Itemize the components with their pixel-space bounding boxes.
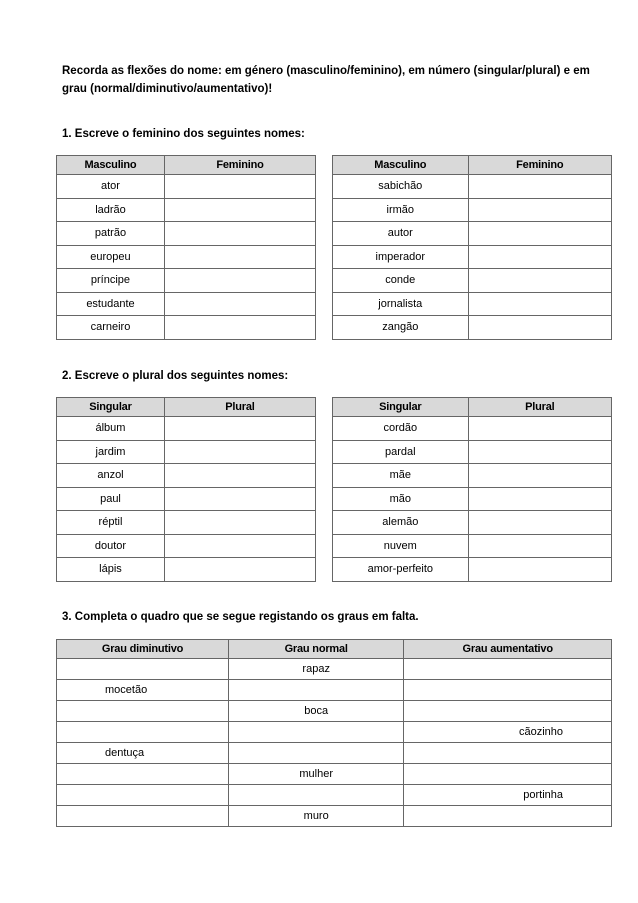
word-cell: autor (333, 222, 469, 246)
table-row (57, 198, 316, 222)
table-row (333, 440, 612, 464)
section2-table-right (332, 397, 612, 582)
table-row (333, 222, 612, 246)
word-cell: irmão (333, 198, 469, 222)
answer-cell[interactable] (468, 245, 611, 269)
word-cell: réptil (57, 511, 165, 535)
word-cell: sabichão (333, 175, 469, 199)
table-row (57, 487, 316, 511)
table-row (57, 743, 612, 764)
answer-cell[interactable] (468, 511, 611, 535)
answer-cell[interactable] (57, 764, 229, 785)
word-cell: ladrão (57, 198, 165, 222)
answer-cell[interactable] (164, 292, 315, 316)
answer-cell[interactable] (468, 198, 611, 222)
answer-cell[interactable] (468, 487, 611, 511)
answer-cell[interactable] (468, 440, 611, 464)
table-row (333, 316, 612, 340)
answer-cell[interactable] (57, 785, 229, 806)
header-word: Masculino (57, 156, 165, 175)
answer-cell[interactable] (229, 680, 404, 701)
header-answer: Plural (468, 398, 611, 417)
answer-cell[interactable] (164, 534, 315, 558)
answer-cell[interactable] (164, 222, 315, 246)
word-cell: paul (57, 487, 165, 511)
word-cell: mão (333, 487, 469, 511)
table-row (57, 722, 612, 743)
table-row (57, 417, 316, 441)
answer-cell[interactable] (164, 245, 315, 269)
answer-cell[interactable] (404, 764, 612, 785)
table-row (333, 487, 612, 511)
table-row (57, 292, 316, 316)
answer-cell[interactable] (404, 659, 612, 680)
table-row (333, 292, 612, 316)
section1-table-left (56, 155, 316, 340)
answer-cell[interactable] (468, 292, 611, 316)
word-cell: jardim (57, 440, 165, 464)
instructions-text: Recorda as flexões do nome: em género (masculino/feminino), em número (singular/plural) e em grau (normal/diminutivo/aumentativo)! (62, 65, 590, 95)
table-row (333, 558, 612, 582)
given-cell: mocetão (57, 680, 229, 701)
table-row (57, 701, 612, 722)
table-row (57, 316, 316, 340)
answer-cell[interactable] (229, 722, 404, 743)
answer-cell[interactable] (164, 440, 315, 464)
answer-cell[interactable] (229, 743, 404, 764)
answer-cell[interactable] (164, 198, 315, 222)
word-cell: anzol (57, 464, 165, 488)
section1-table-right (332, 155, 612, 340)
answer-cell[interactable] (164, 417, 315, 441)
word-cell: zangão (333, 316, 469, 340)
answer-cell[interactable] (468, 464, 611, 488)
header-word: Masculino (333, 156, 469, 175)
word-cell: lápis (57, 558, 165, 582)
answer-cell[interactable] (164, 464, 315, 488)
header-grau-0: Grau diminutivo (57, 640, 229, 659)
given-cell: boca (229, 701, 404, 722)
word-cell: ator (57, 175, 165, 199)
table-row (57, 806, 612, 827)
answer-cell[interactable] (164, 511, 315, 535)
given-cell: portinha (404, 785, 612, 806)
word-cell: jornalista (333, 292, 469, 316)
word-cell: álbum (57, 417, 165, 441)
word-cell: europeu (57, 245, 165, 269)
section3-table (56, 639, 612, 827)
given-cell: rapaz (229, 659, 404, 680)
header-answer: Plural (164, 398, 315, 417)
table-row (333, 464, 612, 488)
table-row (57, 269, 316, 293)
header-word: Singular (333, 398, 469, 417)
table-row (57, 680, 612, 701)
answer-cell[interactable] (164, 269, 315, 293)
answer-cell[interactable] (468, 222, 611, 246)
header-grau-2: Grau aumentativo (404, 640, 612, 659)
section3-title: 3. Completa o quadro que se segue registando os graus em falta. (62, 611, 419, 623)
answer-cell[interactable] (468, 269, 611, 293)
table-row (57, 764, 612, 785)
word-cell: cordão (333, 417, 469, 441)
table-row (333, 417, 612, 441)
answer-cell[interactable] (468, 175, 611, 199)
word-cell: doutor (57, 534, 165, 558)
table-row (333, 245, 612, 269)
table-row (57, 440, 316, 464)
table-row (57, 245, 316, 269)
word-cell: amor-perfeito (333, 558, 469, 582)
word-cell: carneiro (57, 316, 165, 340)
table-row (333, 198, 612, 222)
word-cell: alemão (333, 511, 469, 535)
word-cell: conde (333, 269, 469, 293)
table-row (57, 785, 612, 806)
given-cell: mulher (229, 764, 404, 785)
answer-cell[interactable] (404, 701, 612, 722)
given-cell: cãozinho (404, 722, 612, 743)
answer-cell[interactable] (404, 806, 612, 827)
word-cell: estudante (57, 292, 165, 316)
section2-table-left (56, 397, 316, 582)
answer-cell[interactable] (57, 701, 229, 722)
answer-cell[interactable] (164, 175, 315, 199)
table-row (57, 558, 316, 582)
section1-title: 1. Escreve o feminino dos seguintes nomes: (62, 128, 305, 140)
word-cell: príncipe (57, 269, 165, 293)
answer-cell[interactable] (468, 558, 611, 582)
header-answer: Feminino (468, 156, 611, 175)
answer-cell[interactable] (404, 680, 612, 701)
table-row (57, 175, 316, 199)
table-row (57, 659, 612, 680)
given-cell: dentuça (57, 743, 229, 764)
answer-cell[interactable] (164, 558, 315, 582)
answer-cell[interactable] (164, 316, 315, 340)
table-row (333, 269, 612, 293)
word-cell: pardal (333, 440, 469, 464)
table-row (333, 534, 612, 558)
answer-cell[interactable] (57, 659, 229, 680)
header-grau-1: Grau normal (229, 640, 404, 659)
answer-cell[interactable] (404, 743, 612, 764)
answer-cell[interactable] (164, 487, 315, 511)
word-cell: imperador (333, 245, 469, 269)
word-cell: patrão (57, 222, 165, 246)
given-cell: muro (229, 806, 404, 827)
table-row (333, 511, 612, 535)
word-cell: mãe (333, 464, 469, 488)
answer-cell[interactable] (468, 316, 611, 340)
header-answer: Feminino (164, 156, 315, 175)
table-row (333, 175, 612, 199)
table-row (57, 511, 316, 535)
answer-cell[interactable] (468, 534, 611, 558)
header-word: Singular (57, 398, 165, 417)
table-row (57, 222, 316, 246)
answer-cell[interactable] (57, 806, 229, 827)
table-row (57, 534, 316, 558)
section2-title: 2. Escreve o plural dos seguintes nomes: (62, 370, 289, 382)
answer-cell[interactable] (229, 785, 404, 806)
table-row (57, 464, 316, 488)
answer-cell[interactable] (57, 722, 229, 743)
answer-cell[interactable] (468, 417, 611, 441)
word-cell: nuvem (333, 534, 469, 558)
